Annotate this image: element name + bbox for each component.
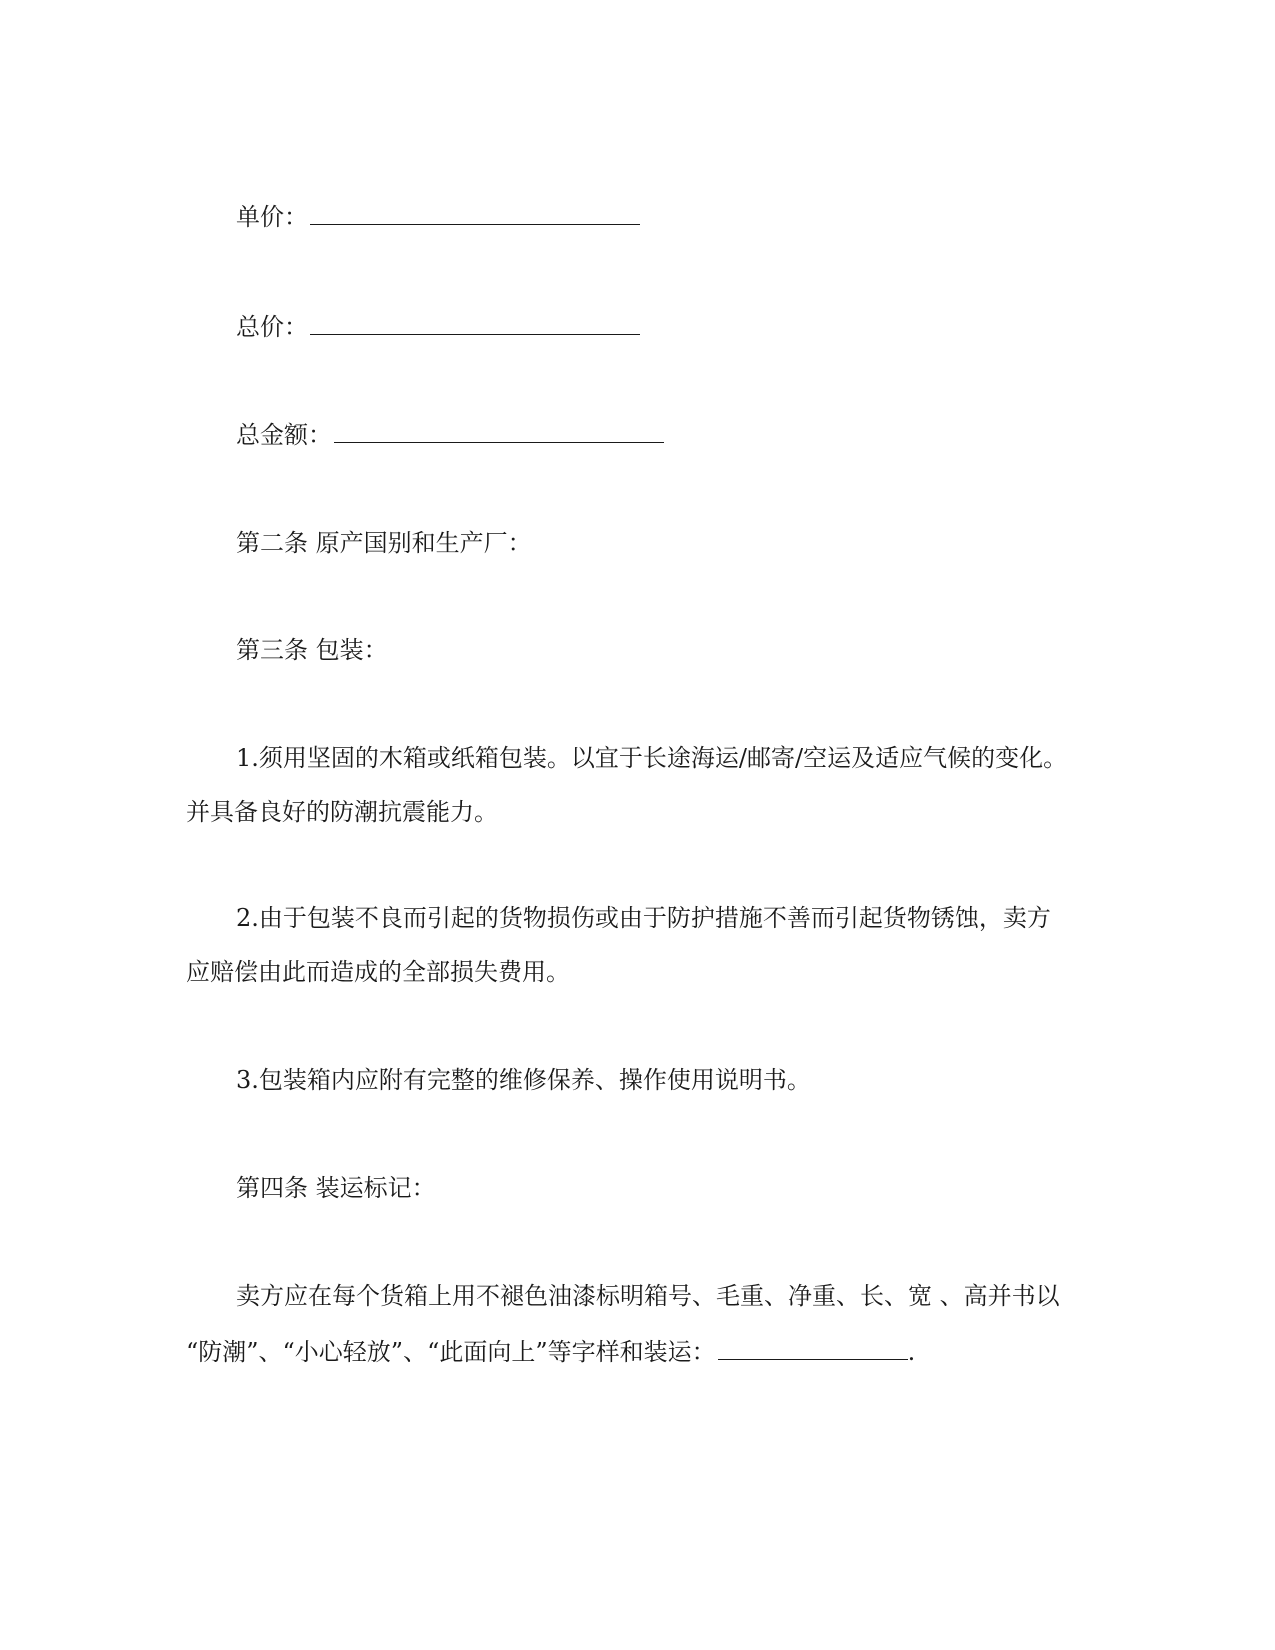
- marks-line-2-end: .: [907, 1338, 916, 1366]
- unit-price-label: 单价：: [236, 203, 308, 231]
- shipping-mark-blank: [718, 1335, 908, 1360]
- total-price-label: 总价：: [236, 313, 308, 341]
- item-2-line-1: 2.由于包装不良而引起的货物损伤或由于防护措施不善而引起货物锈蚀，卖方: [236, 904, 1051, 932]
- article-3-heading: 第三条 包装：: [236, 636, 388, 664]
- item-1-line-2: 并具备良好的防潮抗震能力。: [186, 798, 498, 826]
- marks-line-2-text: “防潮”、“小心轻放”、“此面向上”等字样和装运：: [186, 1338, 716, 1366]
- total-amount-label: 总金额：: [236, 421, 332, 449]
- unit-price-blank: [310, 200, 640, 225]
- article-4-heading: 第四条 装运标记：: [236, 1174, 436, 1202]
- item-1-line-1: 1.须用坚固的木箱或纸箱包装。以宜于长途海运/邮寄/空运及适应气候的变化。: [236, 744, 1068, 772]
- total-price-row: [236, 310, 640, 343]
- item-3: 3.包装箱内应附有完整的维修保养、操作使用说明书。: [236, 1066, 811, 1094]
- item-2-line-2: 应赔偿由此而造成的全部损失费用。: [186, 958, 570, 986]
- marks-line-2: [186, 1335, 915, 1368]
- unit-price-row: [236, 200, 640, 233]
- marks-line-1: 卖方应在每个货箱上用不褪色油漆标明箱号、毛重、净重、长、宽 、高并书以: [236, 1282, 1060, 1310]
- total-price-blank: [310, 310, 640, 335]
- total-amount-blank: [334, 418, 664, 443]
- article-2-heading: 第二条 原产国别和生产厂：: [236, 529, 532, 557]
- total-amount-row: [236, 418, 664, 451]
